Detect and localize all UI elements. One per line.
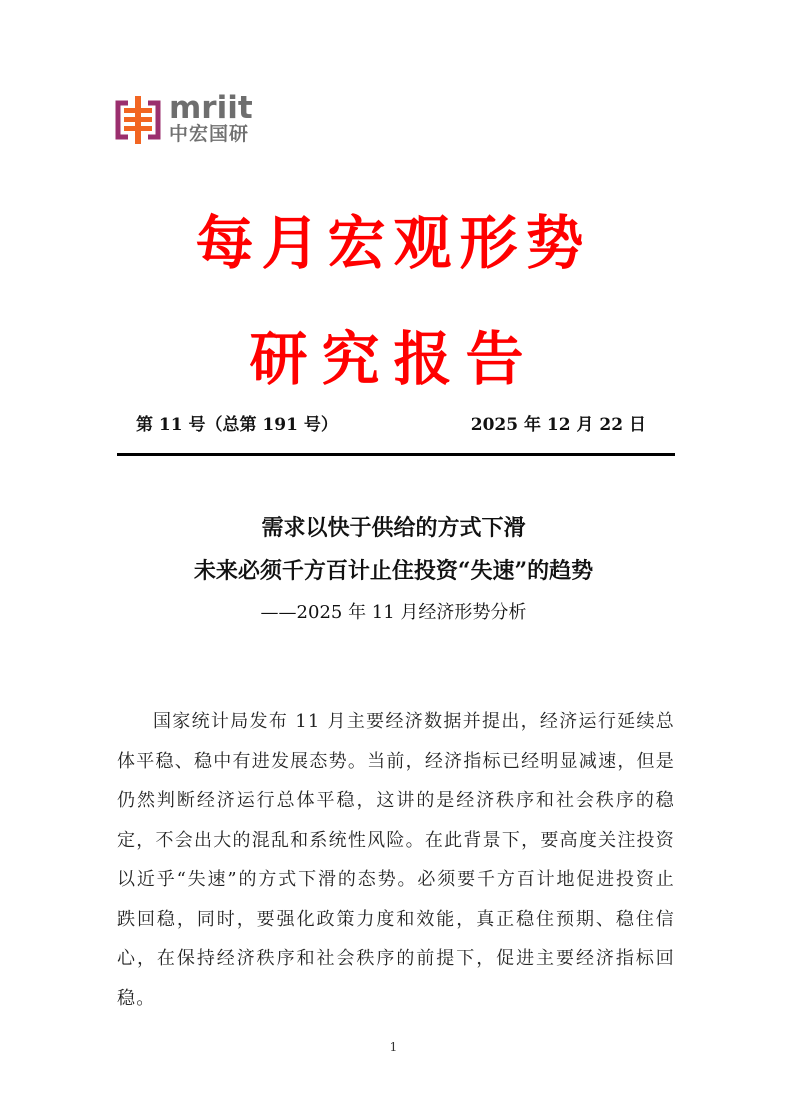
logo-mark-icon <box>113 95 163 145</box>
issue-info <box>136 410 646 435</box>
page-number: 1 <box>389 1040 398 1054</box>
body-paragraph: 国家统计局发布 11 月主要经济数据并提出，经济运行延续总体平稳、稳中有进发展态势。当前，经济指标已经明显减速，但是仍然判断经济运行总体平稳，这讲的是经济秩序和社会秩序的稳定，不会出大的混乱和系统性风险。在此背景下，要高度关注投资以近乎“失速”的方式下滑的态势。必须要千方百计地促进投资止跌回稳，同时，要强化政策力度和效能，真正稳住预期、稳住信心，在保持经济秩序和社会秩序的前提下，促进主要经济指标回稳。 <box>117 711 675 1009</box>
report-title-line1: 每月宏观形势 <box>195 209 592 277</box>
logo-wordmark-cn: 中宏国研 <box>169 122 250 145</box>
mriit-logo <box>113 89 253 147</box>
report-title-line2: 研究报告 <box>249 325 538 393</box>
logo-wordmark-en: mriit <box>169 89 253 126</box>
headline-line1: 需求以快于供给的方式下滑 <box>261 515 526 541</box>
issue-number: 第 11 号（总第 191 号） <box>136 415 338 435</box>
issue-date: 2025 年 12 月 22 日 <box>470 415 646 435</box>
header-divider <box>117 453 675 456</box>
headline-line2: 未来必须千方百计止住投资“失速”的趋势 <box>193 558 594 584</box>
headline-subtitle: ——2025 年 11 月经济形势分析 <box>260 602 527 623</box>
